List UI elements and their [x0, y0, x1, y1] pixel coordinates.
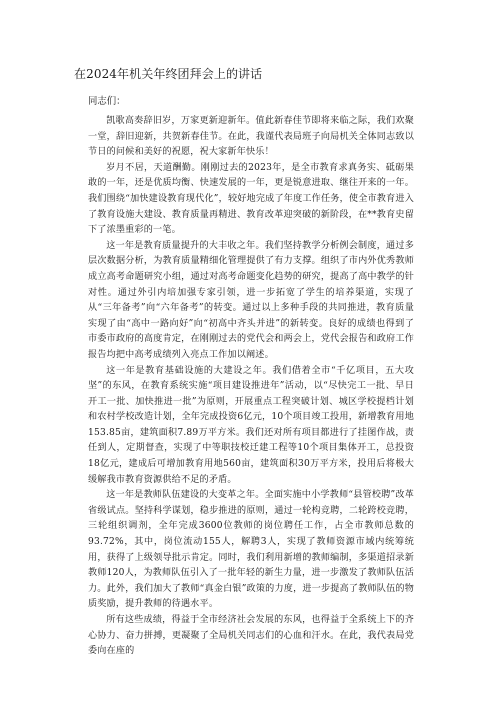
paragraph-acknowledgement: 所有这些成绩，得益于全市经济社会发展的东风，也得益于全系统上下的齐心协力、奋力拼搏，更凝聚了全局机关同志们的心血和汗水。在此，我代表局党委向在座的 [88, 615, 414, 657]
paragraph-teacher-reform: 这一年是教师队伍建设的大变革之年。全面实施中小学教师“县管校聘”改革省级试点。坚持科学谋划，稳步推进的原则，通过一轮构竞聘，二轮跨校竞聘，三轮组织调剂，全年完成3600位教师的岗位聘任工作，占全市教师总数的93.72%，其中，岗位流动155人，解聘3人，实现了教师资源市域内统筹统用，获得了上级领导批示肯定。同时，我们利用新增的教师编制，多渠道招录新教师120人，为教师队伍引入了一批年轻的新生力量，进一步激发了教师队伍活力。此外，我们加大了教师“真金白银”政策的力度，进一步提高了教师队伍的物质奖励，提升教师的待遇水平。 [88, 490, 414, 610]
document-body [88, 114, 414, 660]
paragraph-infrastructure: 这一年是教育基础设施的大建设之年。我们借着全市“千亿项目，五大攻坚”的东风，在教育系统实施“项目建设推进年”活动，以“尽快完工一批、早日开工一批、加快推进一批”为原则，开展重点工程突破计划、城区学校提档计划和农村学校改造计划，全年完成投资6亿元，10个项目竣工投用，新增教育用地153.85亩，建筑面积7.89万平方米。我们还对所有项目都进行了挂图作战，责任到人，定期督查，实现了中等职技校迁建工程等10个项目集体开工，总投资18亿元，建成后可增加教育用地560亩，建筑面积30万平方米，投用后将极大缓解我市教育资源供给不足的矛盾。 [88, 365, 414, 485]
document-title: 在2024年机关年终团拜会上的讲话 [74, 67, 263, 81]
paragraph-greeting: 凯歌高奏辞旧岁，万家更新迎新年。值此新春佳节即将来临之际，我们欢聚一堂，辞旧迎新，共贺新春佳节。在此，我谨代表局班子向局机关全体同志致以节日的问候和美好的祝愿，祝大家新年快乐！ [88, 116, 414, 158]
salutation: 同志们： [88, 96, 126, 107]
paragraph-year-review: 岁月不居，天道酬勤。刚刚过去的2023年，是全市教育求真务实、砥砺果敢的一年，还是优质均衡、快速发展的一年，更是锐意进取、继往开来的一年。我们围绕“加快建设教育现代化”，较好地完成了年度工作任务，使全市教育进入了教育设施大建设、教育质量再精进、教育改革迎突破的新阶段，在**教育史留下了浓墨重彩的一笔。 [88, 162, 414, 236]
paragraph-education-quality: 这一年是教育质量提升的大丰收之年。我们坚持教学分析例会制度，通过多层次数据分析，为教育质量精细化管理提供了有力支撑。组织了市内外优秀教师成立高考命题研究小组，通过对高考命题变化趋势的研究，提高了高中教学的针对性。通过外引内培加强专家引领，进一步拓宽了学生的培养渠道，实现了从“三年备考”向“六年备考”的转变。通过以上多种手段的共同推进，教育质量实现了由“高中一路向好”向“初高中齐头并进”的新转变。良好的成绩也得到了市委市政府的高度肯定，在刚刚过去的党代会和两会上，党代会报告和政府工作报告均把中高考成绩列入亮点工作加以阐述。 [88, 240, 414, 360]
